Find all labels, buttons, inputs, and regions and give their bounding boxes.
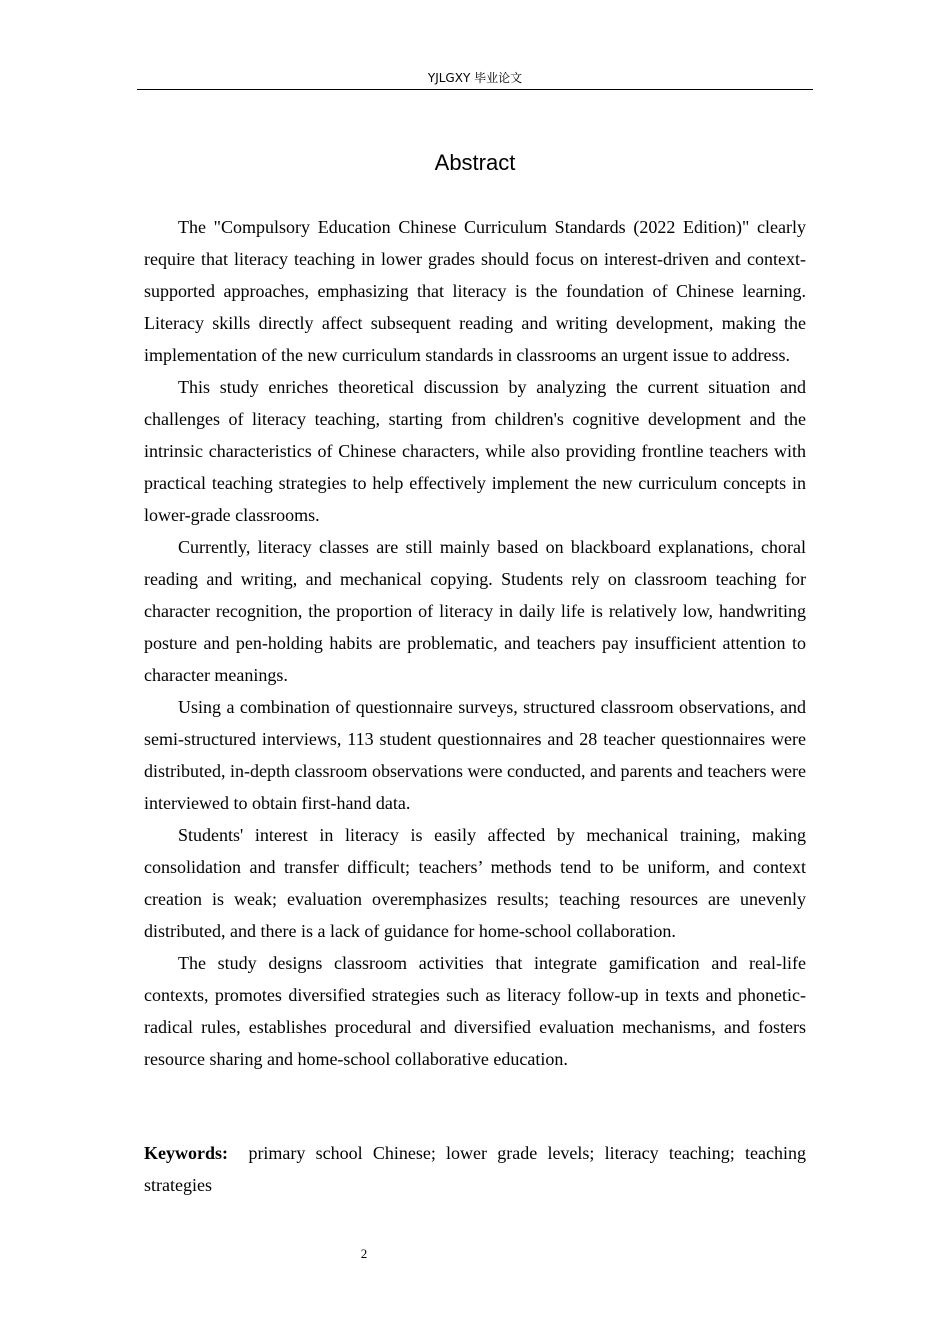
keywords-label: Keywords: bbox=[144, 1143, 228, 1163]
abstract-body bbox=[144, 211, 806, 1075]
page-header: YJLGXY 毕业论文 bbox=[137, 68, 813, 90]
keywords-line bbox=[144, 1137, 806, 1201]
abstract-paragraph: Currently, literacy classes are still mainly based on blackboard explanations, choral reading and writing, and mechanical copying. Students rely on classroom teaching for character recognition, the proportion of literacy in daily life is relatively low, handwriting posture and pen-holding habits are problematic, and teachers pay insufficient attention to character meanings. bbox=[144, 537, 806, 685]
abstract-title: Abstract bbox=[434, 150, 516, 175]
page-number: 2 bbox=[360, 1246, 368, 1261]
abstract-paragraph: Using a combination of questionnaire surveys, structured classroom observations, and semi-structured interviews, 113 student questionnaires and 28 teacher questionnaires were distributed, in-depth classroom observations were conducted, and parents and teachers were interviewed to obtain first-hand data. bbox=[144, 697, 806, 813]
abstract-paragraph: Students' interest in literacy is easily affected by mechanical training, making consolidation and transfer difficult; teachers’ methods tend to be uniform, and context creation is weak; evaluation overemphasizes results; teaching resources are unevenly distributed, and there is a lack of guidance for home-school collaboration. bbox=[144, 825, 806, 941]
abstract-paragraph: This study enriches theoretical discussion by analyzing the current situation and challenges of literacy teaching, starting from children's cognitive development and the intrinsic characteristics of Chinese characters, while also providing frontline teachers with practical teaching strategies to help effectively implement the new curriculum concepts in lower-grade classrooms. bbox=[144, 377, 806, 525]
abstract-paragraph: The "Compulsory Education Chinese Curriculum Standards (2022 Edition)" clearly require that literacy teaching in lower grades should focus on interest-driven and context-supported approaches, emphasizing that literacy is the foundation of Chinese learning. Literacy skills directly affect subsequent reading and writing development, making the implementation of the new curriculum standards in classrooms an urgent issue to address. bbox=[144, 217, 806, 365]
keywords-text: primary school Chinese; lower grade levels; literacy teaching; teaching strategies bbox=[144, 1143, 806, 1195]
abstract-paragraph: The study designs classroom activities that integrate gamification and real-life contexts, promotes diversified strategies such as literacy follow-up in texts and phonetic-radical rules, establishes procedural and diversified evaluation mechanisms, and fosters resource sharing and home-school collaborative education. bbox=[144, 953, 806, 1069]
